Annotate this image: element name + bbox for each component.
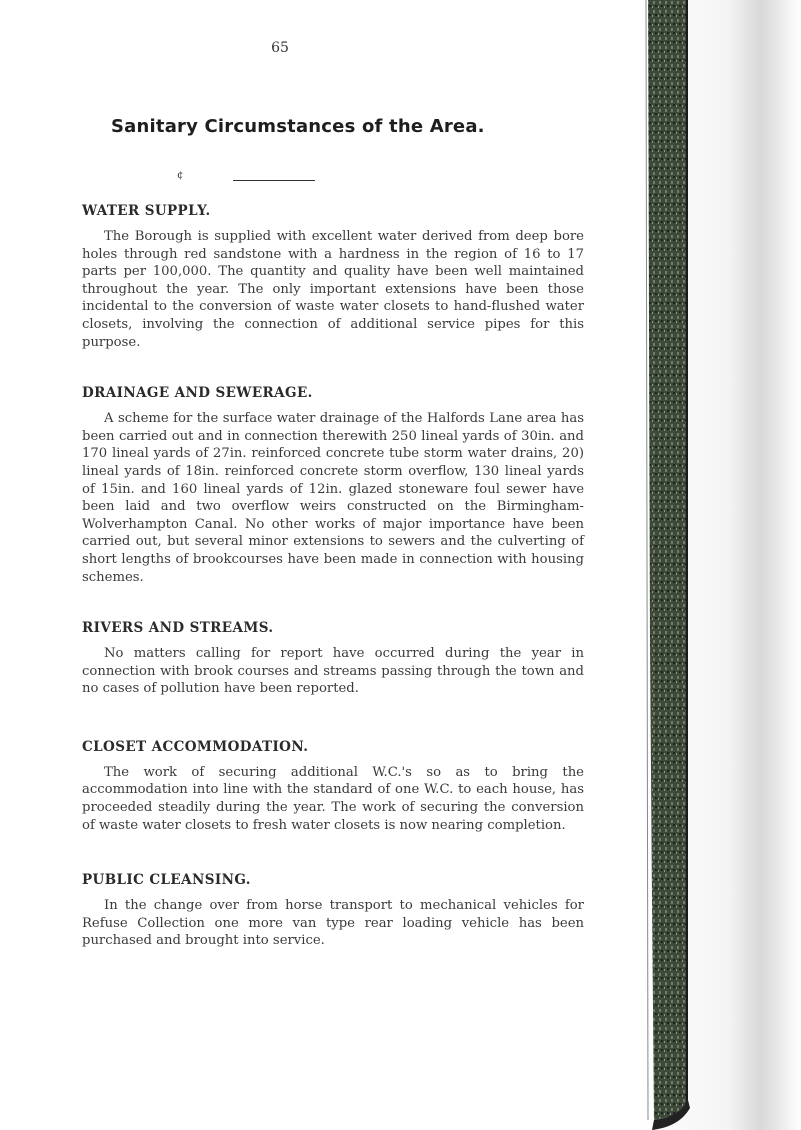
section-heading: CLOSET ACCOMMODATION. [82, 738, 309, 755]
section-heading: RIVERS AND STREAMS. [82, 620, 274, 637]
page-number: 65 [271, 40, 289, 56]
page-title: Sanitary Circumstances of the Area. [111, 116, 485, 137]
section-paragraph: No matters calling for report have occurred during the year in connection with brook courses and streams passing through the town and no cases of pollution have been reported. [82, 646, 584, 697]
binding-edge [640, 0, 801, 1130]
section-paragraph: The work of securing additional W.C.'s so as to bring the accommodation into line with the standard of one W.C. to each house, has proceeded steadily during the year. The work of securing the conversion of waste water closets to fresh water closets is now nearing completion. [82, 764, 584, 833]
section-heading: PUBLIC CLEANSING. [82, 872, 251, 889]
section-water-supply [82, 202, 584, 351]
section-public-cleansing [82, 871, 584, 950]
section-closet-accommodation [82, 738, 584, 834]
section-heading: DRAINAGE AND SEWERAGE. [82, 385, 313, 402]
section-rivers-streams [82, 619, 584, 698]
section-paragraph: The Borough is supplied with excellent water derived from deep bore holes through red sandstone with a hardness in the region of 16 to 17 parts per 100,000. The quantity and quality have been well maintained throughout the year. The only important extensions have been those incidental to the conversion of waste water closets to hand-flushed water closets, involving the connection of additional service pipes for this purpose. [82, 229, 584, 350]
title-divider [233, 180, 315, 181]
stray-mark: ¢ [177, 170, 184, 181]
document-body [82, 202, 584, 950]
section-heading: WATER SUPPLY. [82, 203, 211, 219]
section-drainage-sewerage [82, 384, 584, 586]
section-paragraph: A scheme for the surface water drainage of the Halfords Lane area has been carried out and in connection therewith 250 lineal yards of 30in. and 170 lineal yards of 27in. reinforced concrete tube storm water drains, 20) lineal yards of 18in. reinforced concrete storm overflow, 130 lineal yards of 15in. and 160 lineal yards of 12in. glazed stoneware foul sewer have been laid and two overflow weirs constructed on the Birmingham-Wolverhampton Canal. No other works of major importance have been carried out, but several minor extensions to sewers and the culverting of short lengths of brookcourses have been made in connection with housing schemes. [82, 411, 584, 585]
section-paragraph: In the change over from horse transport to mechanical vehicles for Refuse Collection one more van type rear loading vehicle has been purchased and brought into service. [82, 898, 584, 949]
